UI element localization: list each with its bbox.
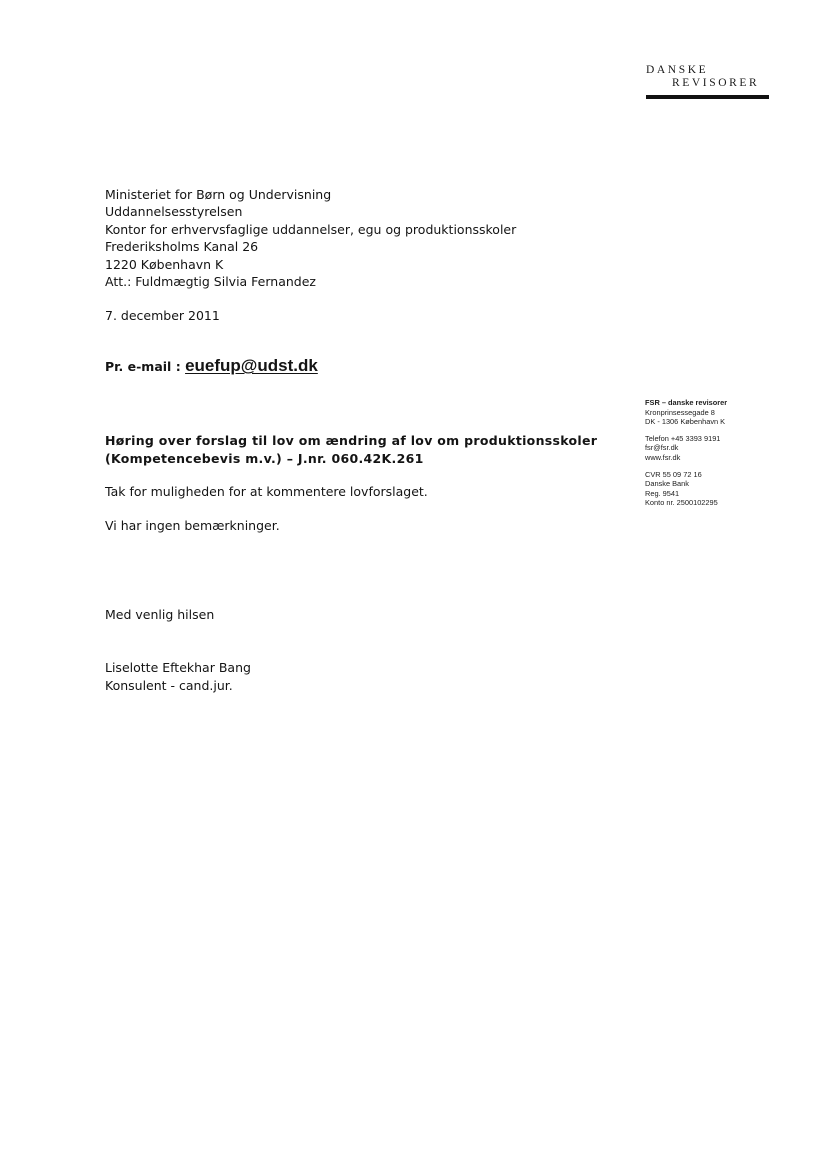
sender-info-sidebar — [645, 398, 727, 508]
sender-street: Kronprinsessegade 8 — [645, 407, 715, 417]
sender-cvr: CVR 55 09 72 16 — [645, 469, 702, 479]
sender-account: Konto nr. 2500102295 — [645, 498, 718, 508]
email-prefix: Pr. e-mail : — [105, 359, 181, 374]
sender-email[interactable]: fsr@fsr.dk — [645, 443, 679, 453]
logo-underline-bar — [646, 95, 769, 99]
closing-greeting: Med venlig hilsen — [105, 607, 215, 622]
subject-heading — [105, 432, 597, 468]
email-link[interactable]: euefup@udst.dk — [185, 356, 318, 375]
sender-phone: Telefon +45 3393 9191 — [645, 433, 721, 443]
recipient-attention: Att.: Fuldmægtig Silvia Fernandez — [105, 274, 316, 290]
body-paragraph-1: Tak for muligheden for at kommentere lovforslaget. — [105, 484, 428, 499]
subject-line-2: (Kompetencebevis m.v.) – J.nr. 060.42K.261 — [105, 451, 424, 466]
sender-reg: Reg. 9541 — [645, 488, 680, 498]
sender-bank: Danske Bank — [645, 479, 689, 489]
logo-text-danske: DANSKE — [646, 64, 709, 76]
logo-text-revisorer: REVISORER — [672, 77, 760, 89]
recipient-office: Kontor for erhvervsfaglige uddannelser, egu og produktionsskoler — [105, 221, 517, 237]
recipient-agency: Uddannelsesstyrelsen — [105, 204, 243, 220]
body-paragraph-2: Vi har ingen bemærkninger. — [105, 518, 280, 533]
subject-line-1: Høring over forslag til lov om ændring af lov om produktionsskoler — [105, 433, 598, 448]
company-logo — [640, 64, 770, 100]
sender-city: DK - 1306 København K — [645, 417, 726, 427]
signer-title: Konsulent - cand.jur. — [105, 678, 233, 693]
recipient-ministry: Ministeriet for Børn og Undervisning — [105, 187, 332, 202]
recipient-street: Frederiksholms Kanal 26 — [105, 239, 259, 255]
recipient-address — [105, 186, 516, 290]
email-line — [105, 356, 318, 376]
signer-name: Liselotte Eftekhar Bang — [105, 660, 251, 675]
sender-website[interactable]: www.fsr.dk — [645, 452, 681, 462]
letter-date: 7. december 2011 — [105, 308, 220, 323]
signature-block — [105, 659, 251, 695]
recipient-city: 1220 København K — [105, 256, 224, 272]
sender-org: FSR – danske revisorer — [645, 398, 728, 407]
